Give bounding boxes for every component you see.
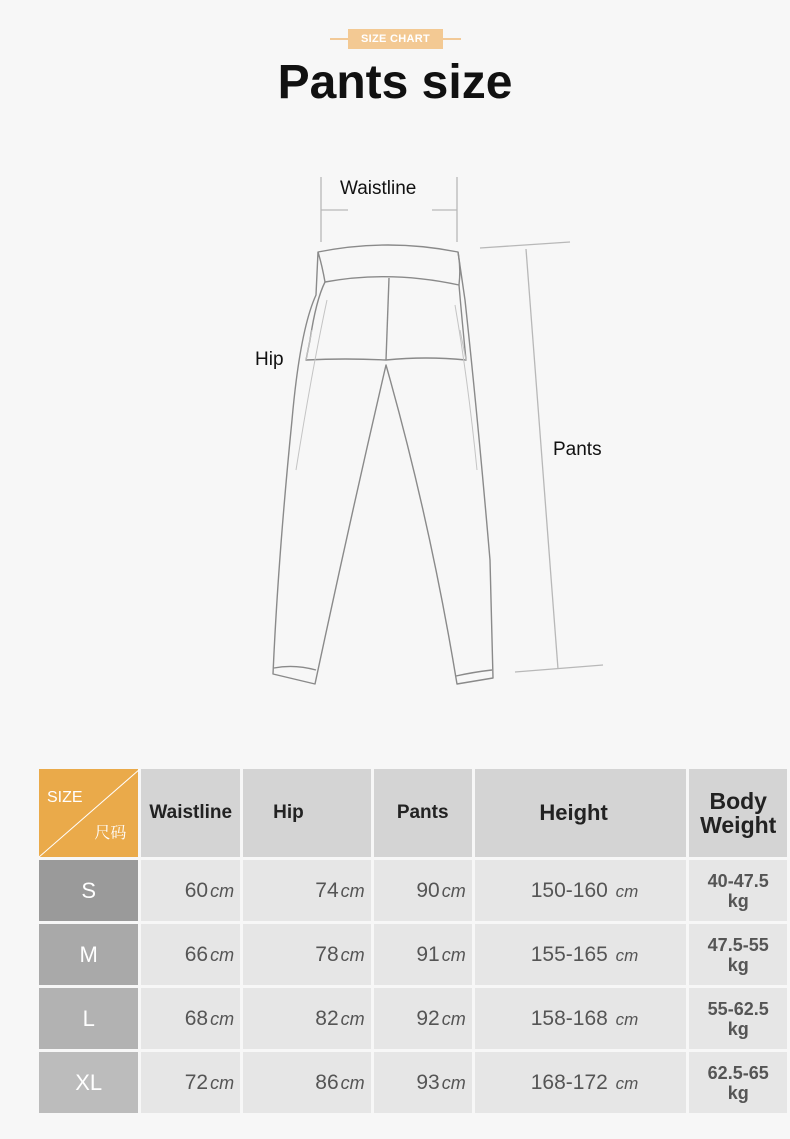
- unit-label: cm: [210, 880, 235, 901]
- header-waistline: Waistline: [141, 769, 240, 857]
- unit-label: cm: [210, 1008, 235, 1029]
- header-body-weight: Body Weight: [689, 769, 787, 857]
- corner-diagonal: [39, 769, 140, 857]
- height-value: 150-160: [530, 878, 608, 902]
- weight-cell: [689, 860, 787, 921]
- weight-cell: [689, 1052, 787, 1113]
- hip-cell: [243, 860, 371, 921]
- unit-label: cm: [340, 1072, 365, 1093]
- weight-unit: kg: [727, 954, 749, 975]
- size-label: XL: [39, 1052, 138, 1113]
- pants-value: 93: [416, 1070, 440, 1094]
- unit-label: cm: [340, 944, 365, 965]
- weight-unit: kg: [727, 890, 749, 911]
- size-table: [36, 766, 790, 1116]
- unit-label: cm: [615, 945, 639, 965]
- weight-unit: kg: [727, 1082, 749, 1103]
- height-cell: [475, 988, 687, 1049]
- hip-value: 86: [315, 1070, 339, 1094]
- pants-outline: [273, 245, 493, 684]
- hip-value: 82: [315, 1006, 339, 1030]
- waistline-cell: [141, 860, 240, 921]
- pants-value: 91: [416, 942, 440, 966]
- weight-range: 40-47.5: [707, 870, 769, 891]
- hip-value: 74: [315, 878, 339, 902]
- waistline-label: Waistline: [340, 178, 417, 199]
- unit-label: cm: [340, 1008, 365, 1029]
- unit-label: cm: [441, 944, 466, 965]
- height-value: 168-172: [530, 1070, 608, 1094]
- pants-value: 92: [416, 1006, 440, 1030]
- waistline-cell: [141, 988, 240, 1049]
- height-cell: [475, 860, 687, 921]
- weight-range: 47.5-55: [707, 934, 769, 955]
- size-corner-cell: [39, 769, 138, 857]
- unit-label: cm: [441, 1008, 466, 1029]
- hip-value: 78: [315, 942, 339, 966]
- pants-cell: [374, 924, 472, 985]
- unit-label: cm: [615, 881, 639, 901]
- size-rows: [39, 860, 787, 1113]
- size-label: S: [39, 860, 138, 921]
- hip-label: Hip: [255, 349, 284, 370]
- table-row: [39, 988, 787, 1049]
- hip-cell: [243, 988, 371, 1049]
- unit-label: cm: [615, 1073, 639, 1093]
- unit-label: cm: [210, 1072, 235, 1093]
- waistline-value: 68: [184, 1006, 209, 1030]
- pants-cell: [374, 860, 472, 921]
- table-row: [39, 1052, 787, 1113]
- page-title: Pants size: [277, 56, 513, 109]
- table-row: [39, 860, 787, 921]
- waistline-value: 66: [184, 942, 209, 966]
- weight-range: 55-62.5: [707, 998, 769, 1019]
- hip-cell: [243, 1052, 371, 1113]
- height-cell: [475, 924, 687, 985]
- unit-label: cm: [441, 1072, 466, 1093]
- table-header-row: [39, 769, 787, 857]
- weight-cell: [689, 924, 787, 985]
- size-label: L: [39, 988, 138, 1049]
- size-label: M: [39, 924, 138, 985]
- pants-dim-bottom: [515, 665, 603, 672]
- pants-value: 90: [416, 878, 440, 902]
- pants-cell: [374, 1052, 472, 1113]
- weight-range: 62.5-65: [707, 1062, 769, 1083]
- unit-label: cm: [441, 880, 466, 901]
- unit-label: cm: [210, 944, 235, 965]
- unit-label: cm: [615, 1009, 639, 1029]
- weight-cell: [689, 988, 787, 1049]
- corner-chinese-label: 尺码: [94, 825, 127, 842]
- header-pants: Pants: [374, 769, 472, 857]
- waistline-cell: [141, 1052, 240, 1113]
- pants-dim-top: [480, 242, 570, 248]
- waistline-value: 60: [184, 878, 209, 902]
- height-value: 158-168: [530, 1006, 608, 1030]
- corner-size-label: SIZE: [47, 789, 83, 806]
- header-hip: Hip: [243, 769, 371, 857]
- height-cell: [475, 1052, 687, 1113]
- waistline-cell: [141, 924, 240, 985]
- pants-label: Pants: [553, 439, 602, 460]
- pants-cell: [374, 988, 472, 1049]
- table-row: [39, 924, 787, 985]
- hip-cell: [243, 924, 371, 985]
- height-value: 155-165: [530, 942, 608, 966]
- header-height: Height: [475, 769, 687, 857]
- badge-label: SIZE CHART: [348, 29, 443, 49]
- unit-label: cm: [340, 880, 365, 901]
- waistline-value: 72: [184, 1070, 209, 1094]
- weight-unit: kg: [727, 1018, 749, 1039]
